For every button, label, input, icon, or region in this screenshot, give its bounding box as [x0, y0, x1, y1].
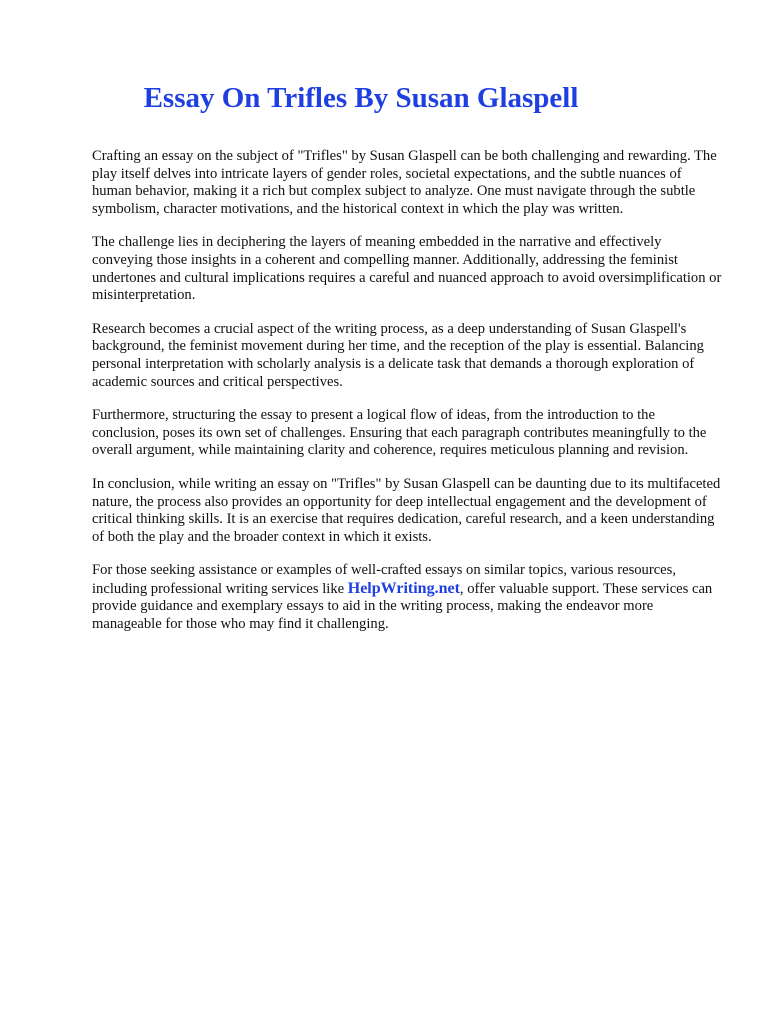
page-title: Essay On Trifles By Susan Glaspell — [143, 82, 579, 114]
paragraph-5: In conclusion, while writing an essay on "Trifles" by Susan Glaspell can be daunting due to its multifaceted nature, the process also provides an opportunity for deep intellectual engagement and the development of critical thinking skills. It is an exercise that requires dedication, careful research, and a keen understanding of both the play and the broader context in which it exists. — [92, 475, 721, 545]
paragraph-6-after-link: , offer valuable support. These services can provide guidance and exemplary essays to aid in the writing process, making the endeavor more manageable for those who may find it challenging. — [92, 580, 713, 633]
paragraph-1: Crafting an essay on the subject of "Trifles" by Susan Glaspell can be both challenging and rewarding. The play itself delves into intricate layers of gender roles, societal expectations, and the subtle nuances of human behavior, making it a rich but complex subject to analyze. One must navigate through the subtle symbolism, character motivations, and the historical context in which the play was written. — [92, 148, 717, 217]
paragraph-2: The challenge lies in deciphering the layers of meaning embedded in the narrative and effectively conveying those insights in a coherent and compelling manner. Additionally, addressing the feminist undertones and cultural implications requires a careful and nuanced approach to avoid oversimplification or misinterpretation. — [92, 234, 722, 304]
paragraph-6 — [92, 562, 722, 633]
helpwriting-link[interactable]: HelpWriting.net — [347, 579, 460, 597]
paragraph-6-before-link: For those seeking assistance or examples of well-crafted essays on similar topics, various resources, including professional writing services like — [92, 562, 676, 597]
paragraph-3: Research becomes a crucial aspect of the writing process, as a deep understanding of Susan Glaspell's background, the feminist movement during her time, and the reception of the play is essential. Balancing personal interpretation with scholarly analysis is a delicate task that demands a thorough exploration of academic sources and critical perspectives. — [92, 320, 704, 390]
paragraph-4: Furthermore, structuring the essay to present a logical flow of ideas, from the introduction to the conclusion, poses its own set of challenges. Ensuring that each paragraph contributes meaningfully to the overall argument, while maintaining clarity and coherence, requires meticulous planning and revision. — [92, 407, 707, 459]
